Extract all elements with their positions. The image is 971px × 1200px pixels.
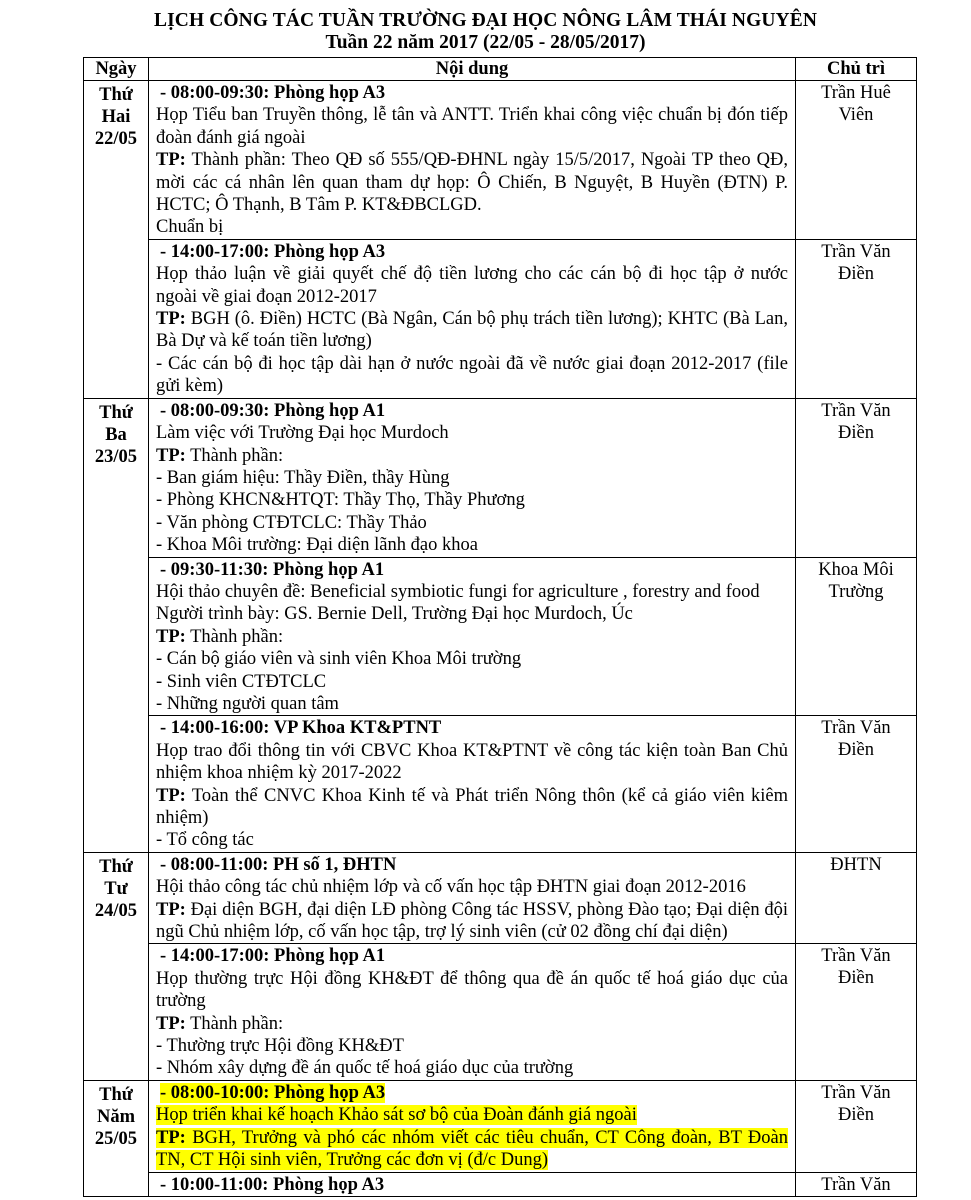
schedule-body (84, 81, 917, 1197)
column-header-day: Ngày (84, 58, 149, 81)
day-cell (84, 1080, 149, 1196)
event-detail-line: Chuẩn bị (156, 217, 224, 238)
host-name: Trần Văn (821, 946, 891, 967)
event-time-location-text: - 08:00-10:00: Phòng họp A3 (160, 1082, 386, 1103)
host-cell (796, 716, 917, 852)
event-block (156, 854, 788, 944)
document-subtitle: Tuần 22 năm 2017 (22/05 - 28/05/2017) (325, 32, 646, 53)
table-row (84, 1080, 917, 1172)
event-time-location (156, 717, 788, 739)
event-description (156, 876, 788, 898)
event-time-location (156, 854, 788, 876)
event-participants (156, 899, 788, 944)
event-block (156, 241, 788, 398)
event-description-text: Hội thảo công tác chủ nhiệm lớp và cố vấn học tập ĐHTN giai đoạn 2012-2016 (156, 877, 746, 898)
event-time-location-text: - 08:00-09:30: Phòng họp A1 (160, 400, 386, 421)
table-row (84, 398, 917, 557)
participants-label: TP: (156, 626, 186, 647)
event-time-location-text: - 09:30-11:30: Phòng họp A1 (160, 559, 385, 580)
event-content-cell (149, 852, 796, 944)
host-cell (796, 944, 917, 1080)
event-block (156, 559, 788, 716)
day-cell (84, 81, 149, 399)
participants-label: TP: (156, 785, 186, 806)
day-label: 25/05 (94, 1128, 138, 1149)
day-label: Tư (104, 878, 128, 899)
event-participants-wrap (156, 150, 788, 215)
day-label: Thứ (99, 402, 133, 423)
event-detail-line: - Ban giám hiệu: Thầy Điền, thầy Hùng (156, 467, 450, 488)
host-name: Điền (838, 968, 874, 989)
event-participants-wrap (156, 309, 788, 351)
host-cell (796, 1080, 917, 1172)
host-cell (796, 852, 917, 944)
day-label: Thứ (99, 85, 133, 105)
event-description (156, 263, 788, 308)
event-time-location (156, 1174, 788, 1196)
table-row (84, 944, 917, 1080)
host-name: ĐHTN (830, 854, 882, 875)
participants-text: Thành phần: (190, 626, 284, 647)
host-name: Viên (838, 105, 874, 125)
event-content-cell (149, 239, 796, 398)
day-label: Hai (101, 107, 131, 127)
host-name: Điền (838, 740, 874, 761)
day-label: Thứ (99, 856, 133, 877)
event-content-cell (149, 557, 796, 716)
event-content-cell (149, 398, 796, 557)
event-time-location (156, 82, 788, 104)
event-block (156, 82, 788, 239)
participants-label: TP: (156, 1013, 186, 1034)
host-name: Trần Huê (821, 83, 891, 103)
table-row (84, 81, 917, 240)
host-cell (796, 398, 917, 557)
event-participants (156, 1127, 788, 1172)
event-participants-wrap (156, 1128, 788, 1170)
event-description (156, 581, 788, 603)
event-content-cell (149, 1080, 796, 1172)
event-participants (156, 149, 788, 216)
event-block (156, 717, 788, 851)
event-detail-line: - Những người quan tâm (156, 693, 339, 714)
host-cell (796, 1172, 917, 1196)
event-detail-line: - Các cán bộ đi học tập dài hạn ở nước ngoài đã về nước giai đoạn 2012-2017 (file gửi kèm) (156, 353, 788, 397)
column-header-host: Chủ trì (796, 58, 917, 81)
event-detail-line: - Sinh viên CTĐTCLC (156, 671, 327, 692)
event-description (156, 968, 788, 1013)
event-description-text: Họp trao đổi thông tin với CBVC Khoa KT&PTNT về công tác kiện toàn Ban Chủ nhiệm khoa nhiệm kỳ 2017-2022 (156, 740, 788, 784)
day-label: 24/05 (94, 900, 138, 921)
event-content-cell (149, 1172, 796, 1196)
event-block (156, 400, 788, 557)
event-time-location (156, 945, 788, 967)
participants-text: Toàn thể CNVC Khoa Kinh tế và Phát triển Nông thôn (kể cả giáo viên kiêm nhiệm) (156, 785, 788, 828)
host-cell (796, 557, 917, 716)
event-detail-line: - Khoa Môi trường: Đại diện lãnh đạo khoa (156, 535, 478, 556)
host-name: Trần Văn (821, 241, 891, 262)
event-participants-wrap (156, 1014, 283, 1034)
event-description (156, 422, 788, 444)
event-participants (156, 785, 788, 830)
event-detail-line: - Thường trực Hội đồng KH&ĐT (156, 1036, 404, 1057)
event-description-text: Làm việc với Trường Đại học Murdoch (156, 423, 449, 444)
event-detail-line: - Tổ công tác (156, 830, 254, 851)
participants-label: TP: (156, 899, 186, 920)
event-presenter: Người trình bày: GS. Bernie Dell, Trường Đại học Murdoch, Úc (156, 604, 633, 625)
event-content-cell (149, 944, 796, 1080)
day-label: 22/05 (94, 129, 138, 149)
day-label: Năm (96, 1106, 136, 1127)
table-header-row (84, 58, 917, 81)
table-row (84, 557, 917, 716)
host-name: Điền (838, 263, 874, 284)
event-description (156, 1104, 788, 1126)
event-participants-wrap (156, 900, 788, 942)
host-name: Điền (838, 422, 874, 443)
event-participants-wrap (156, 786, 788, 828)
event-block (156, 1174, 788, 1196)
event-description (156, 740, 788, 785)
event-detail-line: - Phòng KHCN&HTQT: Thầy Thọ, Thầy Phương (156, 490, 525, 511)
event-time-location-text: - 10:00-11:00: Phòng họp A3 (160, 1174, 385, 1195)
table-row (84, 1172, 917, 1196)
event-time-location-text: - 14:00-16:00: VP Khoa KT&PTNT (160, 718, 442, 739)
participants-label: TP: (156, 150, 186, 171)
event-time-location (156, 1082, 788, 1104)
participants-text: Thành phần: (190, 1013, 284, 1034)
event-detail-line: - Cán bộ giáo viên và sinh viên Khoa Môi trường (156, 649, 522, 670)
participants-text: Thành phần: (190, 445, 284, 466)
event-time-location (156, 400, 788, 422)
event-time-location (156, 559, 788, 581)
host-name: Trần Văn (821, 1174, 891, 1195)
day-cell (84, 852, 149, 1080)
event-participants (156, 626, 788, 648)
event-time-location-text: - 14:00-17:00: Phòng họp A1 (160, 946, 386, 967)
event-detail-line: - Nhóm xây dựng đề án quốc tế hoá giáo dục của trường (156, 1058, 574, 1079)
participants-label: TP: (156, 309, 186, 330)
event-participants (156, 1013, 788, 1035)
event-block (156, 945, 788, 1079)
event-content-cell (149, 81, 796, 240)
event-description-text: Họp thường trực Hội đồng KH&ĐT để thông qua đề án quốc tế hoá giáo dục của trường (156, 968, 788, 1012)
event-participants (156, 445, 788, 467)
event-content-cell (149, 716, 796, 852)
participants-text: Đại diện BGH, đại diện LĐ phòng Công tác HSSV, phòng Đào tạo; Đại diện đội ngũ Chủ nhiệm lớp, cố vấn học tập, trợ lý sinh viên (cử 02 đồng chí đại diện) (156, 899, 788, 943)
host-name: Điền (838, 1104, 874, 1125)
day-label: Thứ (99, 1084, 133, 1105)
document-title: LỊCH CÔNG TÁC TUẦN TRƯỜNG ĐẠI HỌC NÔNG LÂM THÁI NGUYÊN (153, 10, 818, 31)
participants-label: TP: (156, 445, 186, 466)
table-row (84, 852, 917, 944)
schedule-table (83, 57, 917, 1197)
table-row (84, 239, 917, 398)
host-cell (796, 239, 917, 398)
event-description-text: Họp Tiểu ban Truyền thông, lễ tân và ANTT. Triển khai công việc chuẩn bị đón tiếp đoàn đánh giá ngoài (156, 105, 788, 148)
host-name: Trường (828, 581, 884, 602)
document-header (0, 10, 971, 54)
day-label: 23/05 (94, 446, 138, 467)
event-detail-line: - Văn phòng CTĐTCLC: Thầy Thảo (156, 512, 427, 533)
event-block (156, 1082, 788, 1172)
event-description (156, 104, 788, 149)
host-name: Trần Văn (821, 1082, 891, 1103)
event-time-location-text: - 14:00-17:00: Phòng họp A3 (160, 241, 386, 262)
participants-text: BGH (ô. Điền) HCTC (Bà Ngân, Cán bộ phụ trách tiền lương); KHTC (Bà Lan, Bà Dự và kế toán tiền lương) (156, 309, 789, 352)
participants-label: TP: (156, 1127, 186, 1148)
host-cell (796, 81, 917, 240)
host-name: Trần Văn (821, 400, 891, 421)
event-participants (156, 308, 788, 353)
host-name: Trần Văn (821, 718, 891, 739)
host-name: Khoa Môi (818, 559, 894, 580)
participants-text: Thành phần: Theo QĐ số 555/QĐ-ĐHNL ngày 15/5/2017, Ngoài TP theo QĐ, mời các cá nhân lên quan tham dự họp: Ô Chiến, B Nguyệt, B Huyền (ĐTN) P. HCTC; Ô Thạnh, B Tâm P. KT&ĐBCLGD. (156, 150, 788, 216)
event-description-text: Họp thảo luận về giải quyết chế độ tiền lương cho các cán bộ đi học tập ở nước ngoài về giai đoạn 2012-2017 (156, 264, 788, 307)
event-time-location-text: - 08:00-09:30: Phòng họp A3 (160, 83, 386, 103)
event-participants-wrap (156, 446, 283, 466)
event-time-location-text: - 08:00-11:00: PH số 1, ĐHTN (160, 854, 397, 875)
day-label: Ba (105, 424, 127, 445)
event-time-location (156, 241, 788, 263)
event-description-text: Hội thảo chuyên đề: Beneficial symbiotic fungi for agriculture , forestry and food (156, 581, 760, 602)
event-description-text: Họp triển khai kế hoạch Khảo sát sơ bộ của Đoàn đánh giá ngoài (156, 1105, 637, 1126)
event-participants-wrap (156, 627, 283, 647)
table-row (84, 716, 917, 852)
participants-text: BGH, Trưởng và phó các nhóm viết các tiêu chuẩn, CT Công đoàn, BT Đoàn TN, CT Hội sinh viên, Trưởng các đơn vị (đ/c Dung) (156, 1127, 789, 1171)
column-header-content: Nội dung (149, 58, 796, 81)
day-cell (84, 398, 149, 852)
